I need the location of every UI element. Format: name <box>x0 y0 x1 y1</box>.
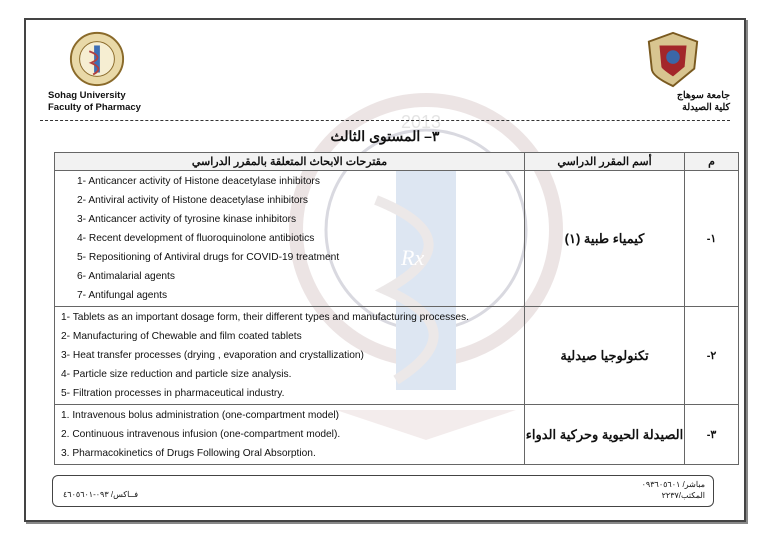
topic-item: 3- Heat transfer processes (drying , evaporation and crystallization) <box>61 350 364 361</box>
topic-item: 2- Manufacturing of Chewable and film coated tablets <box>61 331 302 342</box>
header-number: م <box>685 153 739 171</box>
header-topics: مقترحات الابحاث المتعلقة بالمقرر الدراسي <box>55 153 525 171</box>
row-number: -١ <box>685 171 739 307</box>
level-title: ٣– المستوى الثالث <box>330 128 440 144</box>
university-name-ar: جامعة سوهاج <box>676 90 730 101</box>
faculty-name-en: Faculty of Pharmacy <box>48 102 141 113</box>
contact-footer <box>52 475 714 507</box>
table-row <box>55 171 739 307</box>
topic-item: 4- Particle size reduction and particle size analysis. <box>61 369 292 380</box>
topic-item: 5- Filtration processes in pharmaceutical industry. <box>61 388 285 399</box>
table-row <box>55 405 739 465</box>
table-header-row <box>55 153 739 171</box>
fax-number: فــاكس/ ٠٩٣-٤٦٠٥٦٠١ <box>63 490 139 499</box>
row-number: -٢ <box>685 307 739 405</box>
footer-phones <box>642 479 705 501</box>
faculty-logo <box>68 30 126 88</box>
watermark-year: 2013 <box>401 112 442 132</box>
topic-item: 7- Antifungal agents <box>77 290 168 301</box>
topics-cell <box>55 405 525 465</box>
direct-phone: مباشر/ ٠٩٣٦٠٥٦٠١ <box>641 480 705 489</box>
university-name-en: Sohag University <box>48 90 126 101</box>
topic-item: 3. Pharmacokinetics of Drugs Following Oral Absorption. <box>61 448 316 459</box>
office-extension: المكتب/٢٢٣٧ <box>661 491 705 500</box>
topic-item: 2- Antiviral activity of Histone deacetylase inhibitors <box>77 195 309 206</box>
research-topics-table <box>54 152 739 465</box>
university-logo <box>644 30 702 88</box>
topic-item: 2. Continuous intravenous infusion (one-compartment model). <box>61 429 341 440</box>
faculty-name-ar: كلية الصيدلة <box>682 102 730 113</box>
table-row <box>55 307 739 405</box>
course-name: كيمياء طبية (١) <box>525 171 685 307</box>
watermark-rx: Rx <box>401 245 425 270</box>
topic-item: 1. Intravenous bolus administration (one-compartment model) <box>61 410 340 421</box>
header-arabic <box>677 90 730 114</box>
document-page <box>24 18 746 522</box>
topic-item: 3- Anticancer activity of tyrosine kinase inhibitors <box>77 214 297 225</box>
header-course: أسم المقرر الدراسي <box>525 153 685 171</box>
topics-cell <box>55 307 525 405</box>
course-name: الصيدلة الحيوية وحركية الدواء <box>525 405 685 465</box>
topic-item: 4- Recent development of fluoroquinolone antibiotics <box>77 233 315 244</box>
topic-item: 1- Tablets as an important dosage form, their different types and manufacturing processes. <box>61 312 469 323</box>
topic-item: 5- Repositioning of Antiviral drugs for COVID-19 treatment <box>77 252 340 263</box>
topic-item: 1- Anticancer activity of Histone deacetylase inhibitors <box>77 176 320 187</box>
topics-cell <box>55 171 525 307</box>
header-divider <box>40 120 730 121</box>
row-number: -٣ <box>685 405 739 465</box>
header-english <box>48 90 141 114</box>
course-name: تكنولوجيا صيدلية <box>525 307 685 405</box>
topic-item: 6- Antimalarial agents <box>77 271 175 282</box>
